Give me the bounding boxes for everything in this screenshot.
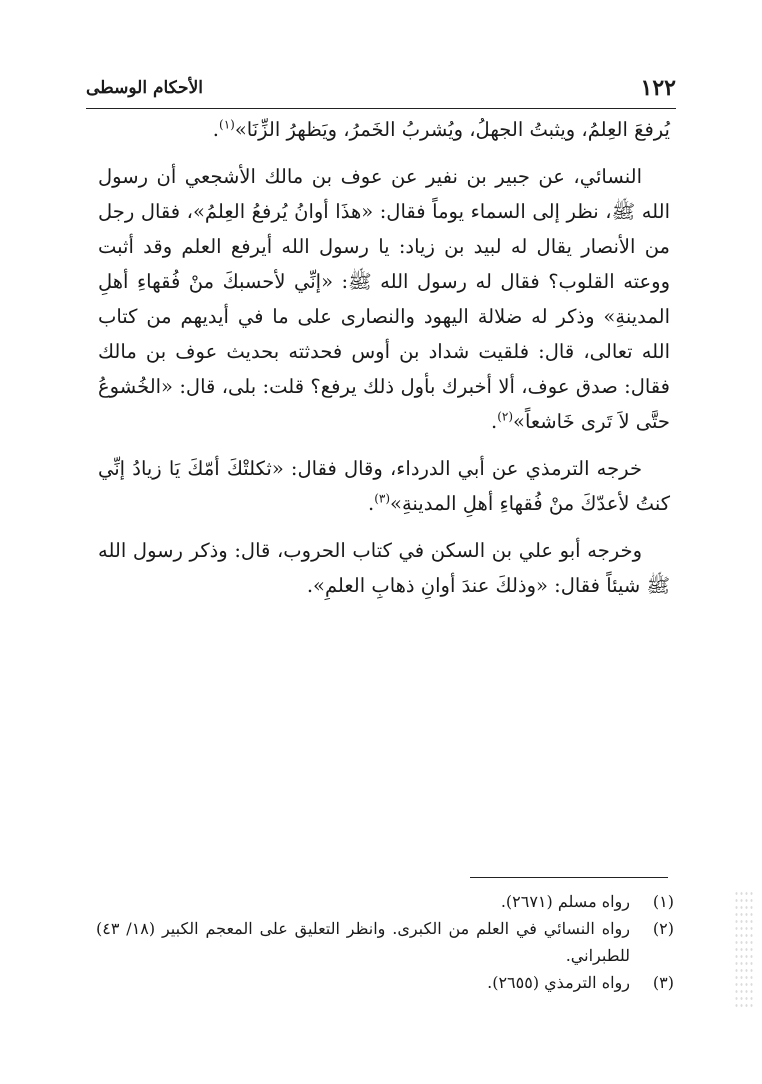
footnote-number: (٣) bbox=[652, 973, 674, 992]
main-text bbox=[98, 112, 670, 615]
running-title: الأحكام الوسطى bbox=[86, 78, 203, 98]
footnote-text: رواه الترمذي (٢٦٥٥). bbox=[487, 973, 630, 992]
paragraph-tail: . bbox=[212, 118, 219, 141]
paragraph-tail: . bbox=[490, 410, 498, 433]
paragraph bbox=[98, 533, 670, 603]
paragraph-text: يُرفعَ العِلمُ، ويثبتُ الجهلُ، ويُشربُ الخَمرُ، ويَظهرُ الزِّنَا» bbox=[234, 118, 670, 141]
footnote bbox=[96, 969, 674, 996]
paragraph-text: النسائي، عن جبير بن نفير عن عوف بن مالك الأشجعي أن رسول الله ﷺ، نظر إلى السماء يوماً فقال: «هذَا أوانُ يُرفعُ العِلمُ»، فقال رجل من الأنصار يقال له لبيد بن زياد: يا رسول الله أيرفع العلم وقد أثبت ووعته القلوب؟ فقال له رسول الله ﷺ: «إنِّي لأحسبكَ منْ فُقهاءِ أهلِ المدينةِ» وذكر له ضلالة اليهود والنصارى على ما في أيديهم من كتاب الله تعالى، قال: فلقيت شداد بن أوس فحدثته بحديث عوف بن مالك فقال: صدق عوف، ألا أخبرك بأول ذلك يرفع؟ قلت: بلى، قال: «الخُشوعُ حتَّى لاَ تَرى خَاشعاً» bbox=[98, 165, 670, 433]
paragraph-text: خرجه الترمذي عن أبي الدرداء، وقال فقال: «ثكلتْكَ أمّكَ يَا زيادُ إنِّي كنتُ لأعدّكَ منْ فُقهاءِ أهلِ المدينةِ» bbox=[98, 457, 670, 515]
footnote-number: (١) bbox=[652, 892, 674, 911]
footnote bbox=[96, 888, 674, 915]
paragraph-tail: . bbox=[367, 492, 375, 515]
paragraph bbox=[98, 112, 670, 147]
page-number: ١٢٢ bbox=[640, 75, 676, 101]
paragraph bbox=[98, 451, 670, 521]
footnote-text: رواه النسائي في العلم من الكبرى. وانظر التعليق على المعجم الكبير (١٨/ ٤٣) للطبراني. bbox=[96, 919, 630, 965]
page-header bbox=[86, 68, 676, 109]
scan-noise bbox=[734, 890, 754, 1010]
footnote-text: رواه مسلم (٢٦٧١). bbox=[500, 892, 630, 911]
footnote-ref: (١) bbox=[219, 117, 235, 132]
paragraph bbox=[98, 159, 670, 439]
footnote-divider bbox=[470, 877, 668, 878]
paragraph-text: وخرجه أبو علي بن السكن في كتاب الحروب، قال: وذكر رسول الله ﷺ شيئاً فقال: «وذلكَ عندَ أوانِ ذهابِ العلمِ». bbox=[98, 539, 670, 597]
footnotes bbox=[96, 888, 674, 996]
footnote-number: (٢) bbox=[652, 919, 674, 938]
footnote-ref: (٣) bbox=[374, 491, 391, 506]
footnote bbox=[96, 915, 674, 969]
footnote-ref: (٢) bbox=[497, 409, 514, 424]
